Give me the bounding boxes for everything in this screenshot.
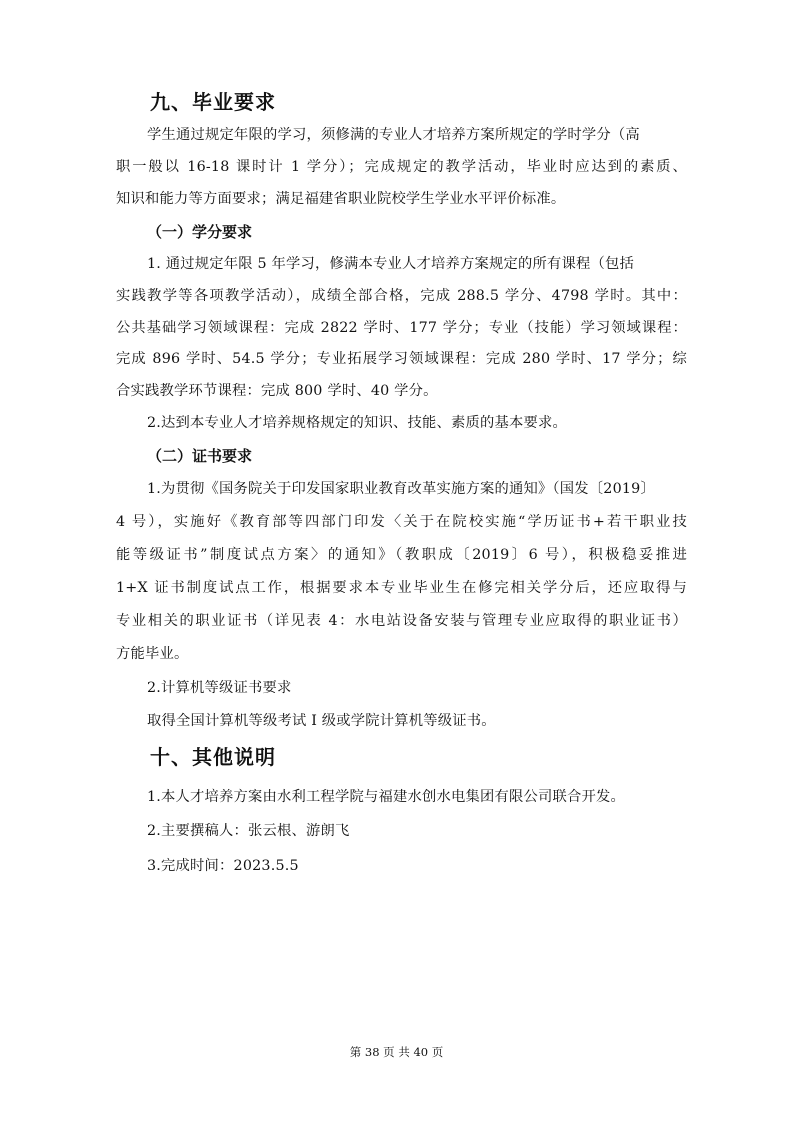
certificate-requirements-heading: （二）证书要求	[147, 447, 253, 465]
certificate-paragraph-line-2: 4 号），实施好《教育部等四部门印发〈关于在院校实施“学历证书+若干职业技	[116, 514, 687, 530]
credit-paragraph-line-5: 合实践教学环节课程：完成 800 学时、40 学分。	[116, 383, 438, 399]
credit-requirements-heading: （一）学分要求	[147, 223, 253, 241]
other-note-1: 1.本人才培养方案由水利工程学院与福建水创水电集团有限公司联合开发。	[147, 789, 625, 805]
other-note-3: 3.完成时间：2023.5.5	[147, 858, 299, 874]
certificate-paragraph-line-4: 1+X 证书制度试点工作，根据要求本专业毕业生在修完相关学分后，还应取得与	[116, 580, 687, 596]
certificate-paragraph-line-1: 1.为贯彻《国务院关于印发国家职业教育改革实施方案的通知》（国发〔2019〕	[147, 481, 655, 497]
credit-paragraph-line-3: 公共基础学习领域课程：完成 2822 学时、177 学分；专业（技能）学习领域课程：	[116, 320, 687, 336]
section-9-intro-line-3: 知识和能力等方面要求；满足福建省职业院校学生学业水平评价标准。	[116, 191, 566, 207]
computer-certificate-text: 取得全国计算机等级考试 I 级或学院计算机等级证书。	[147, 713, 496, 729]
other-note-2: 2.主要撰稿人：张云根、游朗飞	[147, 823, 350, 839]
credit-paragraph-line-4: 完成 896 学时、54.5 学分；专业拓展学习领域课程：完成 280 学时、17 学分；综	[116, 351, 687, 367]
certificate-paragraph-line-6: 方能毕业。	[116, 646, 189, 662]
section-10-heading: 十、其他说明	[150, 745, 276, 769]
credit-paragraph-line-1: 1. 通过规定年限 5 年学习，修满本专业人才培养方案规定的所有课程（包括	[147, 256, 634, 272]
section-9-heading: 九、毕业要求	[150, 90, 276, 114]
section-9-intro-line-1: 学生通过规定年限的学习，须修满的专业人才培养方案所规定的学时学分（高	[147, 127, 640, 143]
computer-certificate-heading: 2.计算机等级证书要求	[147, 680, 292, 696]
credit-paragraph-line-2: 实践教学等各项教学活动），成绩全部合格，完成 288.5 学分、4798 学时。其中：	[116, 288, 687, 304]
certificate-paragraph-line-5: 专业相关的职业证书（详见表 4：水电站设备安装与管理专业应取得的职业证书）	[116, 613, 687, 629]
page-number-footer: 第 38 页 共 40 页	[349, 1045, 444, 1059]
credit-paragraph-2: 2.达到本专业人才培养规格规定的知识、技能、素质的基本要求。	[147, 415, 567, 431]
certificate-paragraph-line-3: 能等级证书”制度试点方案〉的通知》（教职成〔2019〕6 号），积极稳妥推进	[116, 547, 687, 563]
section-9-intro-line-2: 职一般以 16-18 课时计 1 学分）；完成规定的教学活动，毕业时应达到的素质、	[116, 159, 687, 175]
